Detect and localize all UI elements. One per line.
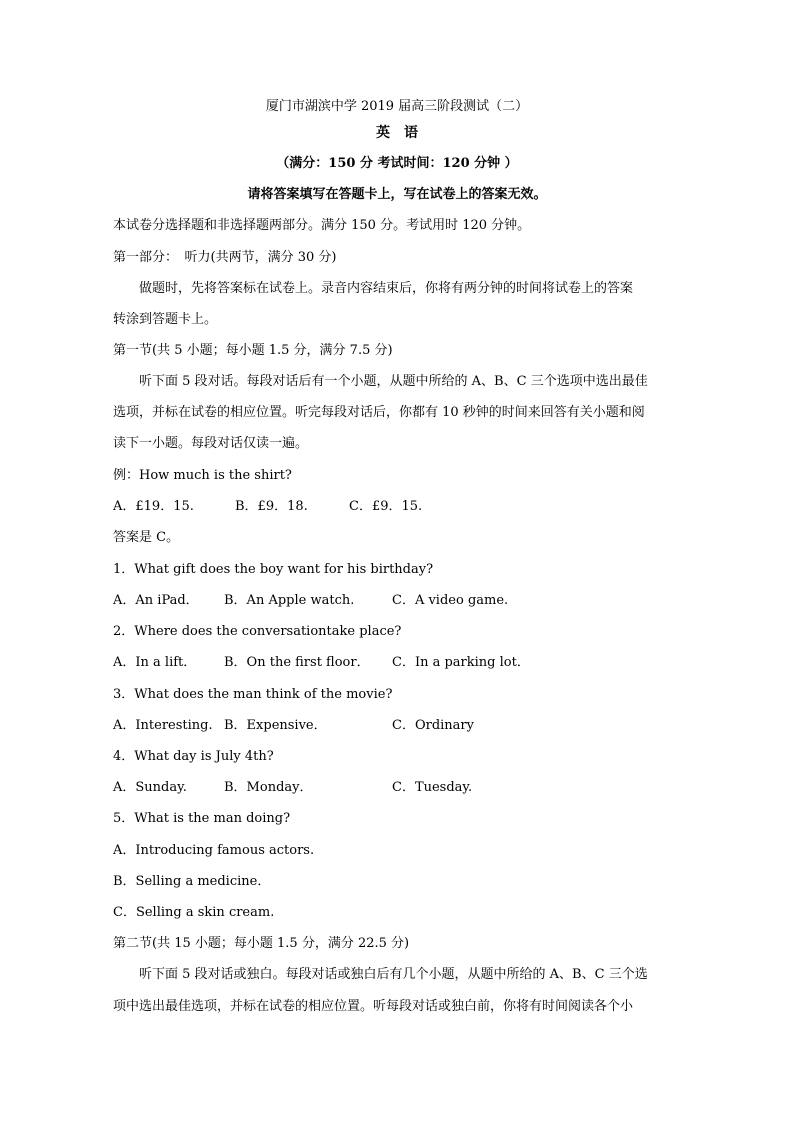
option-b: B．Monday． [224, 780, 313, 795]
exam-meta: （满分：150 分 考试时间：120 分钟 ） [276, 156, 518, 171]
option-a: A．Sunday. [113, 780, 187, 795]
example-question: 例：How much is the shirt? [113, 468, 292, 483]
example-option-b: B．£9．18. [235, 499, 308, 514]
part1-instruction: 做题时，先将答案标在试卷上。录音内容结束后，你将有两分钟的时间将试卷上的答案 [139, 281, 634, 296]
subject-title: 英 语 [376, 125, 418, 141]
section1-instruction-cont: 选项，并标在试卷的相应位置。听完每段对话后，你都有 10 秒钟的时间来回答有关小题和阅 [113, 405, 645, 420]
question-5-option-c: C．Selling a skin cream. [113, 905, 275, 920]
part1-heading: 第一部分： 听力(共两节，满分 30 分) [113, 250, 337, 265]
intro-text: 本试卷分选择题和非选择题两部分。满分 150 分。考试用时 120 分钟。 [113, 218, 531, 233]
question-4: 4．What day is July 4th? [113, 749, 274, 764]
option-a: A．An iPad． [113, 593, 199, 608]
part1-instruction-cont: 转涂到答题卡上。 [113, 312, 218, 327]
section1-instruction: 听下面 5 段对话。每段对话后有一个小题，从题中所给的 A、B、C 三个选项中选出最佳 [139, 374, 648, 389]
option-b: B．On the first floor． [224, 655, 370, 670]
section2-heading: 第二节(共 15 小题；每小题 1.5 分，满分 22.5 分) [113, 936, 410, 951]
option-a: A．In a lift． [113, 655, 197, 670]
question-5-option-a: A．Introducing famous actors. [113, 843, 315, 858]
question-3: 3．What does the man think of the movie? [113, 687, 393, 702]
example-option-c: C．£9．15. [349, 499, 423, 514]
question-1: 1．What gift does the boy want for his birthday? [113, 562, 434, 577]
question-2: 2．Where does the conversationtake place? [113, 624, 402, 639]
option-c: C．Ordinary [392, 718, 474, 733]
option-b: B．An Apple watch. [224, 593, 355, 608]
section1-heading: 第一节(共 5 小题；每小题 1.5 分，满分 7.5 分) [113, 343, 393, 358]
option-c: C．In a parking lot． [392, 655, 530, 670]
question-5-option-b: B．Selling a medicine． [113, 874, 271, 889]
section1-instruction-end: 读下一小题。每段对话仅读一遍。 [113, 436, 309, 451]
option-c: C．Tuesday. [392, 780, 473, 795]
section2-instruction: 听下面 5 段对话或独白。每段对话或独白后有几个小题，从题中所给的 A、B、C 三个选 [139, 967, 648, 982]
option-c: C．A video game. [392, 593, 509, 608]
option-a: A．Interesting. [113, 718, 213, 733]
exam-title: 厦门市湖滨中学 2019 届高三阶段测试（二） [265, 99, 529, 114]
example-option-a: A．£19．15. [113, 499, 194, 514]
section2-instruction-cont: 项中选出最佳选项，并标在试卷的相应位置。听每段对话或独白前，你将有时间阅读各个小 [113, 999, 634, 1014]
example-answer: 答案是 C。 [113, 530, 180, 545]
question-5: 5．What is the man doing? [113, 811, 291, 826]
option-b: B．Expensive． [224, 718, 327, 733]
answer-notice: 请将答案填写在答题卡上，写在试卷上的答案无效。 [247, 187, 547, 202]
